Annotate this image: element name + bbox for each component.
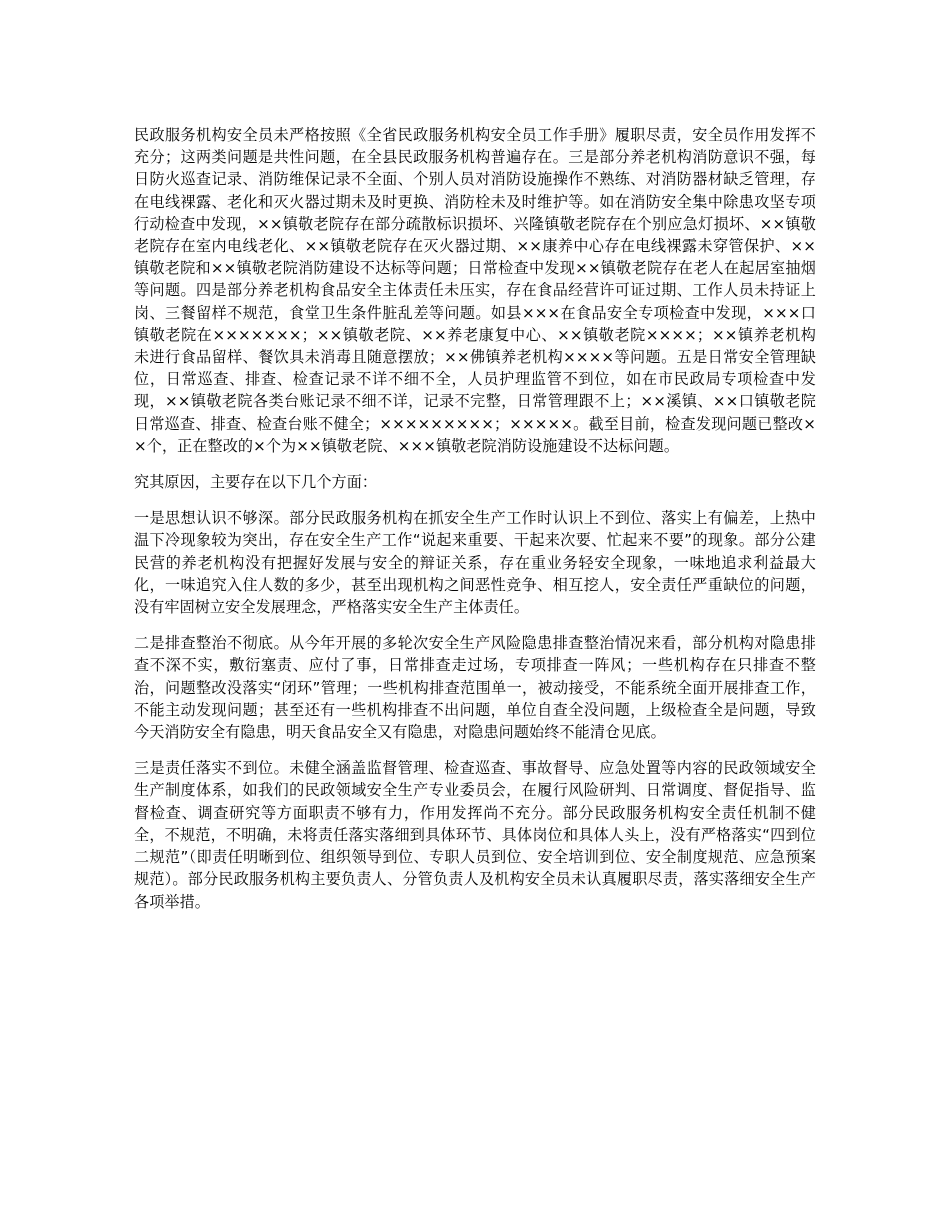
paragraph-reason-one: 一是思想认识不够深。部分民政服务机构在抓安全生产工作时认识上不到位、落实上有偏差，上热中温下冷现象较为突出，存在安全生产工作“说起来重要、干起来次要、忙起来不要”的现象。部分公建民营的养老机构没有把握好发展与安全的辩证关系，存在重业务轻安全现象，一味地追求利益最大化，一味追究入住人数的多少，甚至出现机构之间恶性竞争、相互挖人，安全责任严重缺位的问题，没有牢固树立安全发展理念，严格落实安全生产主体责任。: [134, 509, 816, 617]
paragraph-reasons-heading: 究其原因，主要存在以下几个方面：: [134, 473, 378, 492]
document-text-body: [134, 124, 816, 913]
paragraph-reason-three: 三是责任落实不到位。未健全涵盖监督管理、检查巡查、事故督导、应急处置等内容的民政领域安全生产制度体系，如我们的民政领域安全生产专业委员会，在履行风险研判、日常调度、督促指导、监督检查、调查研究等方面职责不够有力，作用发挥尚不充分。部分民政服务机构安全责任机制不健全，不规范，不明确，未将责任落实落细到具体环节、具体岗位和具体人头上，没有严格落实“四到位二规范”（即责任明晰到位、组织领导到位、专职人员到位、安全培训到位、安全制度规范、应急预案规范）。部分民政服务机构主要负责人、分管负责人及机构安全员未认真履职尽责，落实落细安全生产各项举措。: [134, 759, 816, 911]
paragraph-problems-continued: 民政服务机构安全员未严格按照《全省民政服务机构安全员工作手册》履职尽责，安全员作用发挥不充分；这两类问题是共性问题，在全县民政服务机构普遍存在。三是部分养老机构消防意识不强，每日防火巡查记录、消防维保记录不全面、个别人员对消防设施操作不熟练、对消防器材缺乏管理，存在电线裸露、老化和灭火器过期未及时更换、消防栓未及时维护等。如在消防安全集中除患攻坚专项行动检查中发现，××镇敬老院存在部分疏散标识损坏、兴隆镇敬老院存在个别应急灯损坏、××镇敬老院存在室内电线老化、××镇敬老院存在灭火器过期、××康养中心存在电线裸露未穿管保护、××镇敬老院和××镇敬老院消防建设不达标等问题；日常检查中发现××镇敬老院存在老人在起居室抽烟等问题。四是部分养老机构食品安全主体责任未压实，存在食品经营许可证过期、工作人员未持证上岗、三餐留样不规范，食堂卫生条件脏乱差等问题。如县×××在食品安全专项检查中发现，×××口镇敬老院在×××××××；××镇敬老院、××养老康复中心、××镇敬老院××××；××镇养老机构未进行食品留样、餐饮具未消毒且随意摆放；××佛镇养老机构××××等问题。五是日常安全管理缺位，日常巡查、排查、检查记录不详不细不全，人员护理监管不到位，如在市民政局专项检查中发现，××镇敬老院各类台账记录不细不详，记录不完整，日常管理跟不上；××溪镇、××口镇敬老院日常巡查、排查、检查台账不健全；×××××××××；×××××。截至目前，检查发现问题已整改××个，正在整改的×个为××镇敬老院、×××镇敬老院消防设施建设不达标问题。: [134, 126, 816, 455]
paragraph-reason-two: 二是排查整治不彻底。从今年开展的多轮次安全生产风险隐患排查整治情况来看，部分机构对隐患排查不深不实，敷衍塞责、应付了事，日常排查走过场，专项排查一阵风；一些机构存在只排查不整治，问题整改没落实“闭环”管理；一些机构排查范围单一，被动接受，不能系统全面开展排查工作，不能主动发现问题；甚至还有一些机构排查不出问题，单位自查全没问题，上级检查全是问题，导致今天消防安全有隐患，明天食品安全又有隐患，对隐患问题始终不能清仓见底。: [134, 634, 816, 742]
